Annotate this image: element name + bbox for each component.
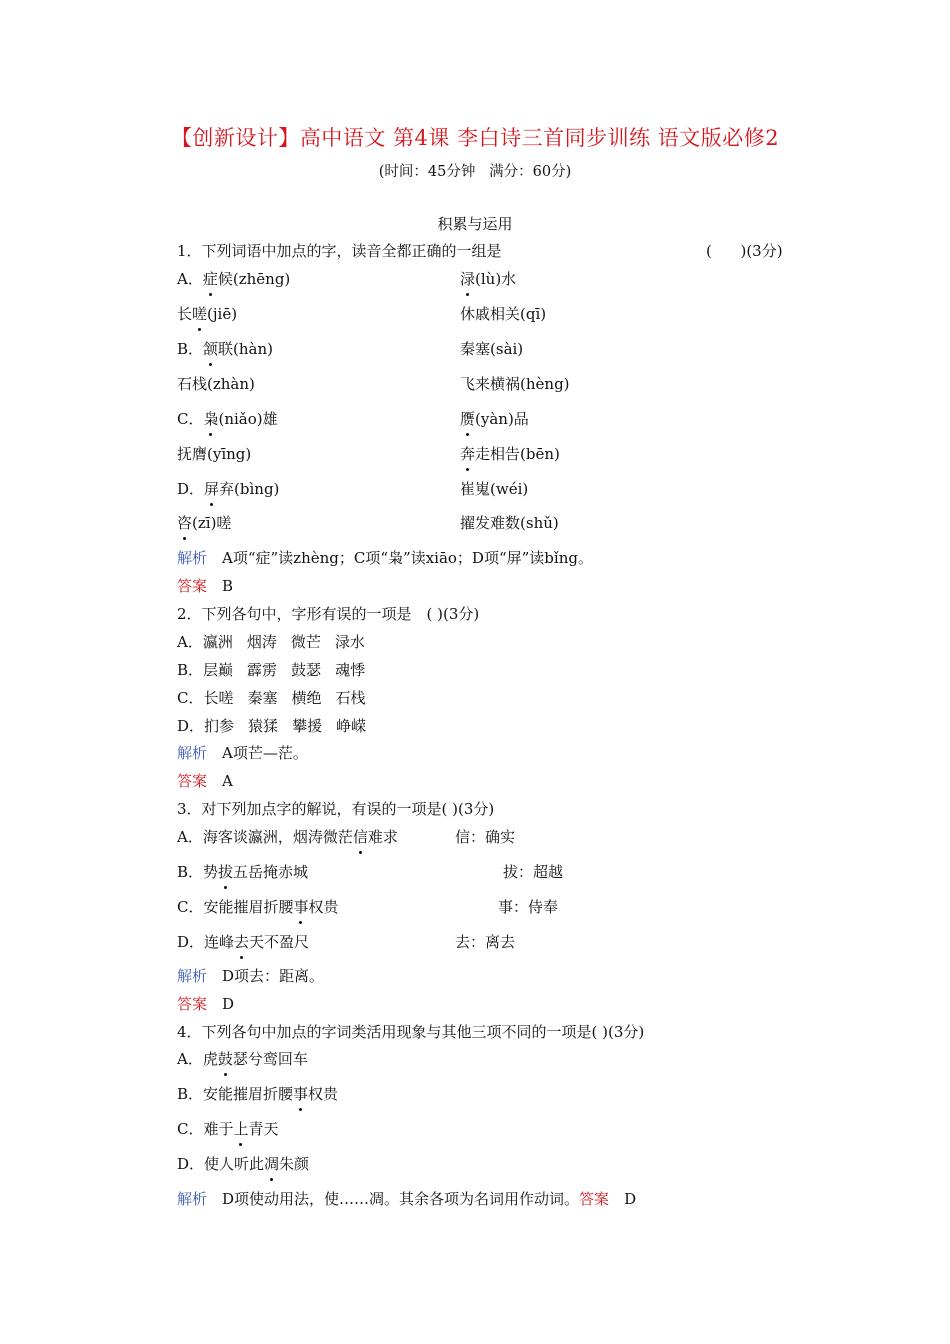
section-heading: 积累与运用 xyxy=(437,215,513,233)
q2-option-b: B．层巅 霹雳 鼓瑟 魂悸 xyxy=(177,661,366,679)
q3-stem: 3．对下列加点字的解说，有误的一项是( )(3分) xyxy=(177,800,495,818)
q1-option-c-right: 赝(yàn)品 xyxy=(460,410,529,428)
q4-option-b: B．安能摧眉折腰事权贵 xyxy=(177,1085,339,1103)
q2-option-a: A．瀛洲 烟涛 微芒 渌水 xyxy=(177,633,365,651)
q1-score: ( )(3分) xyxy=(706,242,783,260)
analysis-label: 解析 xyxy=(177,967,208,985)
q3-option-a: A．海客谈瀛洲，烟涛微茫信难求 xyxy=(177,828,398,846)
q2-option-d: D．扪参 猿猱 攀援 峥嵘 xyxy=(177,717,367,735)
q1-option-b-left: B．颔联(hàn) xyxy=(177,340,274,358)
q3-option-c-gloss: 事：侍奉 xyxy=(498,898,559,916)
q1-stem: 1．下列词语中加点的字，读音全都正确的一组是 xyxy=(177,242,502,260)
q3-option-b-gloss: 拔：超越 xyxy=(503,863,564,881)
q2-stem: 2．下列各句中，字形有误的一项是 ( )(3分) xyxy=(177,605,480,623)
answer-label: 答案 xyxy=(177,577,208,595)
time-score-note: (时间：45分钟 满分：60分) xyxy=(378,164,572,180)
analysis-label: 解析 xyxy=(177,744,208,762)
answer-label: 答案 xyxy=(177,772,208,790)
q3-answer: 答案 D xyxy=(177,995,235,1013)
q4-analysis-answer: 解析 D项使动用法，使……凋。其余各项为名词用作动词。答案 D xyxy=(177,1190,637,1208)
q1-option-b-left-2: 石栈(zhàn) xyxy=(177,375,255,393)
q3-option-d: D．连峰去天不盈尺 xyxy=(177,933,310,951)
q4-option-c: C．难于上青天 xyxy=(177,1120,279,1138)
q4-option-a: A．虎鼓瑟兮鸾回车 xyxy=(177,1050,308,1068)
q1-option-b-right-2: 飞来横祸(hèng) xyxy=(460,375,570,393)
answer-label: 答案 xyxy=(177,995,208,1013)
analysis-label: 解析 xyxy=(177,549,208,567)
q1-option-a-left: A．症候(zhēng) xyxy=(177,270,291,288)
q1-option-a-right: 渌(lù)水 xyxy=(460,270,517,288)
q1-answer: 答案 B xyxy=(177,577,234,595)
q2-analysis: 解析 A项芒—茫。 xyxy=(177,744,308,762)
document-title: 【创新设计】高中语文 第4课 李白诗三首同步训练 语文版必修2 xyxy=(170,126,780,150)
q3-option-c: C．安能摧眉折腰事权贵 xyxy=(177,898,339,916)
answer-label: 答案 xyxy=(579,1190,610,1208)
analysis-label: 解析 xyxy=(177,1190,208,1208)
q1-analysis: 解析 A项“症”读zhèng；C项“枭”读xiāo；D项“屏”读bǐng。 xyxy=(177,549,593,567)
q2-option-c: C．长嗟 秦塞 横绝 石栈 xyxy=(177,689,366,707)
q1-option-d-right: 崔嵬(wéi) xyxy=(460,480,529,498)
q1-option-c-left: C．枭(niǎo)雄 xyxy=(177,410,278,428)
q3-option-d-gloss: 去：离去 xyxy=(455,933,516,951)
q1-option-b-right: 秦塞(sài) xyxy=(460,340,524,358)
q1-option-c-left-2: 抚膺(yīng) xyxy=(177,445,252,463)
q3-option-b: B．势拔五岳掩赤城 xyxy=(177,863,309,881)
q3-option-a-gloss: 信：确实 xyxy=(455,828,516,846)
q1-option-d-right-2: 擢发难数(shǔ) xyxy=(460,514,559,532)
q4-stem: 4．下列各句中加点的字词类活用现象与其他三项不同的一项是( )(3分) xyxy=(177,1023,645,1041)
q1-option-a-right-2: 休戚相关(qī) xyxy=(460,305,547,323)
q1-option-c-right-2: 奔走相告(bēn) xyxy=(460,445,560,463)
q3-analysis: 解析 D项去：距离。 xyxy=(177,967,325,985)
q1-option-a-left-2: 长嗟(jiē) xyxy=(177,305,238,323)
q1-option-d-left: D．屏弃(bìng) xyxy=(177,480,280,498)
q4-option-d: D．使人听此凋朱颜 xyxy=(177,1155,310,1173)
q1-option-d-left-2: 咨(zī)嗟 xyxy=(177,514,232,532)
q2-answer: 答案 A xyxy=(177,772,233,790)
